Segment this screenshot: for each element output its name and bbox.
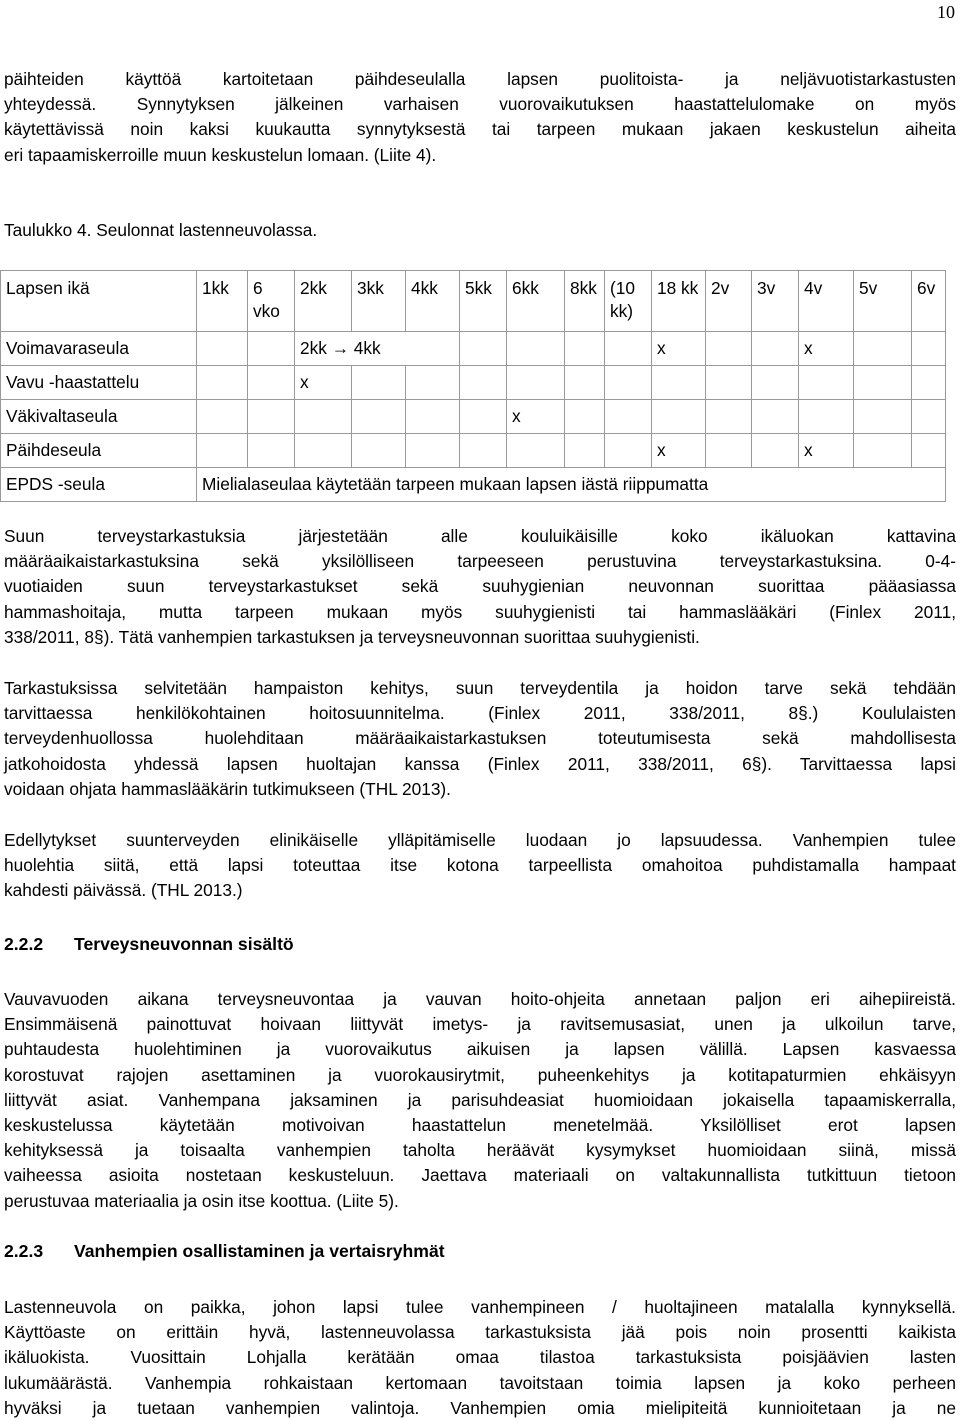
text-line: korostuvat rajojen asettaminen ja vuorokausirytmit, puheenkehitys ja kotitapaturmien ehkäisyyn bbox=[4, 1064, 956, 1085]
row-label: Vavu -haastattelu bbox=[1, 366, 197, 400]
text-line: eri tapaamiskerroille muun keskustelun lomaan. (Liite 4). bbox=[4, 144, 437, 165]
header-cell: 1kk bbox=[197, 271, 248, 332]
text-line: määräaikaistarkastuksina sekä yksilölliseen tarpeeseen perustuvina terveystarkastuksina. 0-4- bbox=[4, 551, 956, 572]
section-number: 2.2.3 bbox=[4, 1241, 44, 1261]
paragraph-oral-health bbox=[4, 828, 956, 904]
cell-span-range: 2kk → 4kk bbox=[295, 332, 460, 366]
text-line: yhteydessä. Synnytyksen jälkeinen varhaisen vuorovaikutuksen haastattelulomake on myös bbox=[4, 94, 956, 115]
header-cell: 3kk bbox=[352, 271, 406, 332]
header-cell: 5kk bbox=[460, 271, 507, 332]
table-header-row bbox=[1, 271, 946, 332]
table-row bbox=[1, 366, 946, 400]
header-cell bbox=[652, 271, 706, 332]
row-label: Voimavaraseula bbox=[1, 332, 197, 366]
row-label: Väkivaltaseula bbox=[1, 400, 197, 434]
text-line: Edellytykset suunterveyden elinikäiselle ylläpitämiselle luodaan jo lapsuudessa. Vanhempien tulee bbox=[4, 830, 956, 850]
text-line: liittyvät asiat. Vanhempana jaksaminen ja parisuhdeasiat huomioidaan jokaisella tapaamiskerralla, bbox=[4, 1089, 956, 1110]
section-title: Terveysneuvonnan sisältö bbox=[74, 934, 294, 954]
text-line: 338/2011, 8§). Tätä vanhempien tarkastuksen ja terveysneuvonnan suorittaa suuhygienisti. bbox=[4, 626, 700, 647]
text-line: huolehtia siitä, että lapsi toteuttaa itse kotona tarpeellista omahoitoa puhdistamalla hampaat bbox=[4, 855, 956, 876]
intro-paragraph bbox=[4, 67, 956, 168]
table-row bbox=[1, 468, 946, 502]
text-line: päihteiden käyttöä kartoitetaan päihdeseulalla lapsen puolitoista- ja neljävuotistarkastusten bbox=[4, 69, 956, 89]
cell-note: Mielialaseulaa käytetään tarpeen mukaan lapsen iästä riippumatta bbox=[197, 468, 946, 502]
section-heading-2-2-3 bbox=[4, 1239, 956, 1263]
table-caption-block bbox=[4, 218, 956, 242]
section-number: 2.2.2 bbox=[4, 934, 44, 954]
page-number: 10 bbox=[937, 2, 955, 22]
text-line: Ensimmäisenä painottuvat hoivaan liittyvät imetys- ja ravitsemusasiat, unen ja ulkoilun tarve, bbox=[4, 1014, 956, 1035]
text-line: vuotiaiden suun terveystarkastukset sekä suuhygienian neuvonnan suorittaa pääasiassa bbox=[4, 576, 956, 597]
text-line: Suun terveystarkastuksia järjestetään alle kouluikäisille koko ikäluokan kattavina bbox=[4, 526, 956, 546]
text-line: Lastenneuvola on paikka, johon lapsi tulee vanhempineen / huoltajineen matalalla kynnyksellä. bbox=[4, 1297, 956, 1317]
text-line: käytettävissä noin kaksi kuukautta synnytyksestä tai tarpeen mukaan jakaen keskustelun aiheita bbox=[4, 119, 956, 140]
cell-mark: x bbox=[652, 434, 706, 468]
row-label: EPDS -seula bbox=[1, 468, 197, 502]
text-line: keskustelussa käytetään motivoivan haastattelun menetelmää. Yksilölliset erot lapsen bbox=[4, 1115, 956, 1136]
header-cell bbox=[605, 271, 652, 332]
header-cell: Lapsen ikä bbox=[1, 271, 197, 332]
section-title: Vanhempien osallistaminen ja vertaisryhmät bbox=[74, 1241, 445, 1261]
header-cell: 2v bbox=[706, 271, 752, 332]
header-cell: 8kk bbox=[565, 271, 605, 332]
text-line: lukumäärästä. Vanhempia rohkaistaan kertomaan tavoitstaan toimia lapsen ja koko perheen bbox=[4, 1372, 956, 1393]
header-cell: 2kk bbox=[295, 271, 352, 332]
text-line: voidaan ohjata hammaslääkärin tutkimukseen (THL 2013). bbox=[4, 778, 451, 799]
header-cell-text: 18 kk bbox=[657, 278, 699, 298]
cell-mark: x bbox=[799, 434, 854, 468]
paragraph-examinations bbox=[4, 676, 956, 802]
cell-mark: x bbox=[507, 400, 565, 434]
header-cell: 6kk bbox=[507, 271, 565, 332]
text-line: ikäluokista. Vuosittain Lohjalla kerätään omaa tilastoa tarkastuksista poisjäävien lasten bbox=[4, 1347, 956, 1368]
table-caption: Taulukko 4. Seulonnat lastenneuvolassa. bbox=[4, 220, 318, 240]
screening-table bbox=[0, 270, 946, 502]
paragraph-dental-checks bbox=[4, 524, 956, 650]
row-label: Päihdeseula bbox=[1, 434, 197, 468]
text-line: kahdesti päivässä. (THL 2013.) bbox=[4, 880, 243, 901]
header-cell-text: 6 vko bbox=[253, 278, 280, 321]
header-cell: 5v bbox=[854, 271, 912, 332]
header-cell bbox=[248, 271, 295, 332]
cell-mark: x bbox=[295, 366, 352, 400]
text-line: kehityksessä ja toisaalta vanhempien taholta heräävät kysymykset huomioidaan siinä, missä bbox=[4, 1140, 956, 1161]
table-row bbox=[1, 332, 946, 366]
text-line: Tarkastuksissa selvitetään hampaiston kehitys, suun terveydentila ja hoidon tarve sekä tehdään bbox=[4, 678, 956, 698]
table-row bbox=[1, 400, 946, 434]
paragraph-health-counselling bbox=[4, 987, 956, 1214]
table-row bbox=[1, 434, 946, 468]
header-cell: 3v bbox=[752, 271, 799, 332]
cell-mark: x bbox=[652, 332, 706, 366]
text-line: hammashoitaja, mutta tarpeen mukaan myös suuhygienisti tai hammaslääkäri (Finlex 2011, bbox=[4, 601, 956, 622]
text-line: perustuvaa materiaalia ja osin itse koottua. (Liite 5). bbox=[4, 1190, 399, 1211]
section-heading-2-2-2 bbox=[4, 932, 956, 956]
text-line: terveydenhuollossa huolehditaan määräaikaistarkastuksen toteutumisesta sekä mahdollisesta bbox=[4, 728, 956, 749]
text-line: vaiheessa asioita nostetaan keskusteluun. Jaettava materiaali on valtakunnallista tutkittuun tietoon bbox=[4, 1165, 956, 1186]
header-cell-text: (10 kk) bbox=[610, 278, 635, 321]
header-cell: 6v bbox=[912, 271, 946, 332]
paragraph-parent-participation bbox=[4, 1295, 956, 1421]
header-cell: 4kk bbox=[406, 271, 460, 332]
text-line: puhtaudesta huolehtiminen ja vuorovaikutus aikuisen ja lapsen välillä. Lapsen kasvaessa bbox=[4, 1039, 956, 1060]
header-cell: 4v bbox=[799, 271, 854, 332]
cell-mark: x bbox=[799, 332, 854, 366]
text-line: jatkohoidosta yhdessä lapsen huoltajan kanssa (Finlex 2011, 338/2011, 6§). Tarvittaessa lapsi bbox=[4, 753, 956, 774]
text-line: Käyttöaste on erittäin hyvä, lastenneuvolassa tarkastuksista jää pois noin prosentti kaikista bbox=[4, 1322, 956, 1343]
text-line: hyväksi ja tuetaan vanhempien valintoja. Vanhempien omia mielipiteitä kunnioitetaan ja ne bbox=[4, 1397, 956, 1418]
text-line: Vauvavuoden aikana terveysneuvontaa ja vauvan hoito-ohjeita annetaan paljon eri aihepiireistä. bbox=[4, 989, 956, 1009]
text-line: tarvittaessa henkilökohtainen hoitosuunnitelma. (Finlex 2011, 338/2011, 8§.) Koululaisten bbox=[4, 703, 956, 724]
